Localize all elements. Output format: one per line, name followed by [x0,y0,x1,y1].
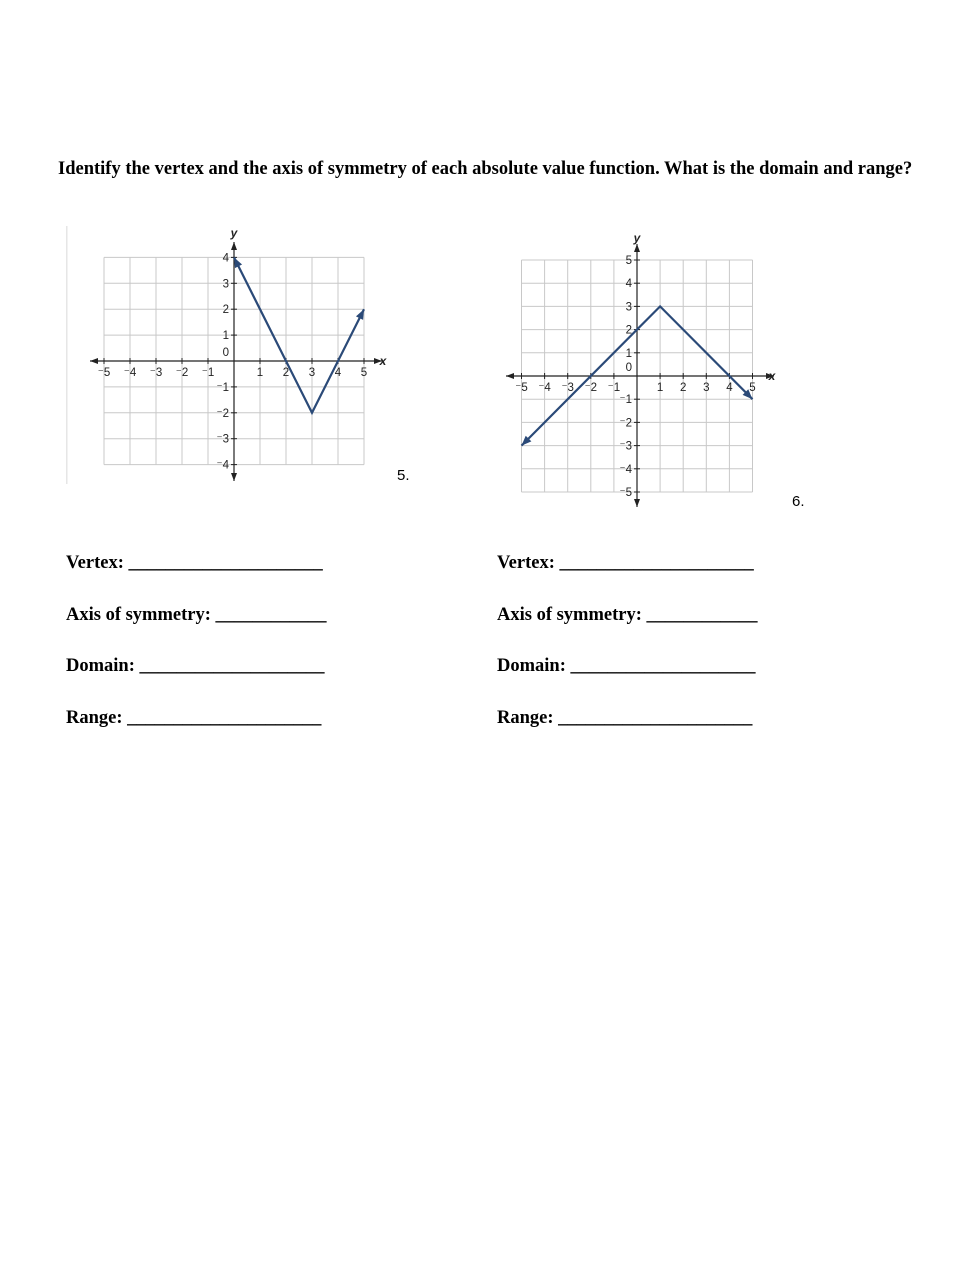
graph-5-y-tick-label: 4 [222,252,229,265]
graph-6-origin-label: 0 [625,362,632,374]
graph-6-y-tick-label: 5 [625,255,632,267]
domain-answer-6[interactable]: Domain: ____________________ [497,656,756,676]
graph-6-y-tick-label: ⁻1 [619,394,632,407]
domain-answer-5[interactable]: Domain: ____________________ [66,656,325,676]
range-answer-5[interactable]: Range: _____________________ [66,707,322,728]
axis-answer-6[interactable]: Axis of symmetry: ____________ [497,604,758,625]
graph-6-y-tick-label: ⁻5 [619,487,632,499]
vertex-answer-6[interactable]: Vertex: _____________________ [497,553,754,573]
graph-5-x-tick-label: 4 [334,367,342,379]
graph-5-y-tick-label: ⁻3 [216,433,229,446]
graph-5-y-tick-label: 2 [222,304,229,317]
graph-6-x-axis-arrow-left [506,373,514,379]
graph-6-x-tick-label: 5 [749,382,756,394]
graph-5-x-tick-label: 5 [360,367,368,379]
graph-5-x-axis-label: x [379,354,387,368]
graph-6-y-tick-label: 3 [625,301,632,314]
problem-5-number: 5. [397,467,410,484]
graph-5-x-tick-label: ⁻3 [149,367,163,379]
graph-6-y-axis-arrow-down [634,499,640,507]
graph-5-x-tick-label: ⁻1 [201,367,215,379]
graph-6-y-axis-arrow-up [634,244,640,252]
answers-problem-6 [497,553,758,759]
graph-6-x-tick-label: 1 [656,382,664,394]
graph-5-x-tick-label: ⁻5 [97,367,111,379]
graph-5-x-tick-label: 1 [256,367,264,379]
graph-5-y-tick-label: ⁻4 [216,459,229,472]
graph-6-x-tick-label: 4 [726,382,733,394]
graph-5-y-tick-label: ⁻1 [216,381,229,394]
graph-5-origin-label: 0 [222,347,229,359]
graph-6-y-tick-label: 4 [625,278,632,291]
graph-6-x-tick-label: ⁻4 [538,382,551,394]
graph-6-y-tick-label: ⁻3 [619,440,632,453]
graph-6-x-tick-label: ⁻3 [561,382,574,394]
graph-6-x-tick-label: 2 [679,382,687,394]
graph-5-x-tick-label: 3 [308,367,316,379]
vertex-answer-5[interactable]: Vertex: _____________________ [66,553,323,573]
graph-6-y-tick-label: 2 [625,324,632,337]
graph-6-y-tick-label: 1 [625,347,632,360]
axis-answer-5[interactable]: Axis of symmetry: ____________ [66,604,327,625]
graph-6-x-tick-label: ⁻2 [584,382,598,394]
graph-6-y-tick-label: ⁻4 [619,463,632,476]
graph-5-y-tick-label: 3 [222,278,229,291]
graph-6-x-axis-label: x [768,369,776,383]
graph-5-x-tick-label: 2 [282,367,290,379]
graph-5-y-axis-label: y [230,226,238,240]
answers-problem-5 [66,553,327,759]
graph-5-x-tick-label: ⁻2 [175,367,189,379]
graph-6-y-axis-label: y [633,231,641,245]
range-answer-6[interactable]: Range: _____________________ [497,707,753,728]
graph-6-x-tick-label: ⁻5 [515,382,528,394]
graph-6-svg [0,0,979,540]
problem-6-number: 6. [792,493,805,510]
graph-6-y-tick-label: ⁻2 [619,417,632,430]
graph-6-x-tick-label: ⁻1 [607,382,621,394]
graph-5-x-tick-label: ⁻4 [123,367,137,379]
instructions-text: Identify the vertex and the axis of symmetry of each absolute value function. What is the domain and range? [58,159,913,179]
graph-5-y-tick-label: ⁻2 [216,407,229,420]
graph-5-y-tick-label: 1 [222,330,229,343]
graph-6-x-tick-label: 3 [703,382,710,394]
